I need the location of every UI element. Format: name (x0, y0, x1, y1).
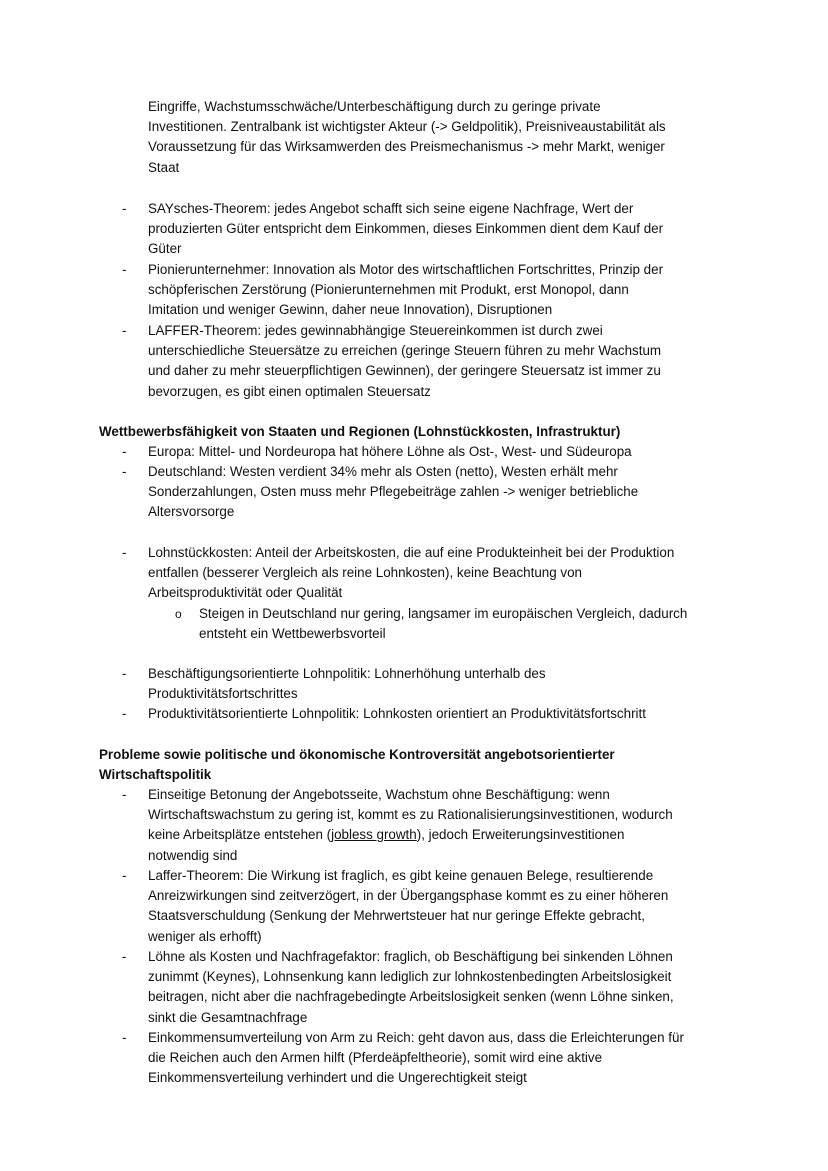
text-line: LAFFER-Theorem: jedes gewinnabhängige Steuereinkommen ist durch zwei (148, 323, 603, 338)
text-line: Staatsverschuldung (Senkung der Mehrwertsteuer hat nur geringe Effekte gebracht, (148, 908, 645, 924)
section-heading-probleme (99, 745, 739, 785)
text-line: Staat (148, 159, 180, 175)
text-line: entsteht ein Wettbewerbsvorteil (199, 626, 386, 642)
text-line: Europa: Mittel- und Nordeuropa hat höhere Löhne als Ost-, West- und Südeuropa (148, 444, 632, 459)
circle-bullet: o (175, 607, 182, 621)
text-line: Pionierunternehmer: Innovation als Motor des wirtschaftlichen Fortschrittes, Prinzip der (148, 262, 664, 277)
text-line: unterschiedliche Steuersätze zu erreichen (geringe Steuern führen zu mehr Wachstum (148, 343, 662, 359)
list-item-text (148, 321, 728, 402)
heading-line: Probleme sowie politische und ökonomische Kontroversität angebotsorientierter (99, 747, 615, 762)
list-item-text (148, 704, 728, 724)
dash-bullet: - (122, 787, 127, 802)
text-line: Investitionen. Zentralbank ist wichtigster Akteur (-> Geldpolitik), Preisniveaustabilität als (148, 119, 666, 135)
text-line (148, 825, 728, 845)
dash-bullet: - (122, 868, 127, 883)
list-item-text (148, 462, 728, 523)
text-line: notwendig sind (148, 847, 238, 863)
list-item-text (148, 947, 728, 1028)
section-heading-wettbewerb: Wettbewerbsfähigkeit von Staaten und Regionen (Lohnstückkosten, Infrastruktur) (99, 424, 621, 439)
text-line: Einkommensumverteilung von Arm zu Reich: geht davon aus, dass die Erleichterungen für (148, 1030, 684, 1045)
text-fragment: ), jedoch Erweiterungsinvestitionen (416, 827, 625, 843)
list-item-text (148, 543, 728, 604)
list-item-text (148, 866, 728, 947)
text-line: Güter (148, 241, 182, 257)
text-line: beitragen, nicht aber die nachfragebedingte Arbeitslosigkeit senken (wenn Löhne sinken, (148, 989, 674, 1005)
text-line: Beschäftigungsorientierte Lohnpolitik: Lohnerhöhung unterhalb des (148, 666, 546, 681)
text-line: weniger als erhofft) (148, 928, 262, 944)
text-line: zunimmt (Keynes), Lohnsenkung kann lediglich zur lohnkostenbedingten Arbeitslosigkeit (148, 969, 672, 985)
text-line: Anreizwirkungen sind zeitverzögert, in der Übergangsphase kommt es zu einer höheren (148, 888, 669, 904)
text-line: Produktivitätsorientierte Lohnpolitik: Lohnkosten orientiert an Produktivitätsfortschritt (148, 706, 646, 721)
text-line: SAYsches-Theorem: jedes Angebot schafft sich seine eigene Nachfrage, Wert der (148, 201, 634, 216)
list-item-text (148, 199, 728, 260)
list-item-text (148, 260, 728, 321)
heading-line: Wirtschaftspolitik (99, 767, 212, 783)
text-line: Lohnstückkosten: Anteil der Arbeitskosten, die auf eine Produkteinheit bei der Produktion (148, 545, 675, 560)
text-line: Produktivitätsfortschrittes (148, 686, 298, 702)
text-line: und daher zu mehr steuerpflichtigen Gewinnen), der geringere Steuersatz ist immer zu (148, 363, 661, 379)
text-line: Sonderzahlungen, Osten muss mehr Pflegebeiträge zahlen -> weniger betriebliche (148, 484, 639, 500)
list-item-text (199, 604, 729, 644)
list-item-text (148, 442, 728, 462)
text-fragment: keine Arbeitsplätze entstehen ( (148, 827, 332, 843)
text-line: Laffer-Theorem: Die Wirkung ist fraglich, es gibt keine genauen Belege, resultierende (148, 868, 654, 883)
dash-bullet: - (122, 949, 127, 964)
dash-bullet: - (122, 666, 127, 681)
underlined-term: jobless growth (331, 827, 417, 843)
text-line: Imitation und weniger Gewinn, daher neue Innovation), Disruptionen (148, 302, 553, 318)
text-line: schöpferischen Zerstörung (Pionierunternehmen mit Produkt, erst Monopol, dann (148, 282, 629, 298)
dash-bullet: - (122, 706, 127, 721)
text-line: Arbeitsproduktivität oder Qualität (148, 585, 343, 601)
dash-bullet: - (122, 444, 127, 459)
text-line: Steigen in Deutschland nur gering, langsamer im europäischen Vergleich, dadurch (199, 606, 688, 621)
intro-paragraph (148, 97, 728, 178)
text-line: Deutschland: Westen verdient 34% mehr als Osten (netto), Westen erhält mehr (148, 464, 618, 479)
dash-bullet: - (122, 201, 127, 216)
text-line: Einseitige Betonung der Angebotsseite, Wachstum ohne Beschäftigung: wenn (148, 787, 610, 802)
text-line: Voraussetzung für das Wirksamwerden des Preismechanismus -> mehr Markt, weniger (148, 139, 665, 155)
list-item-text (148, 1028, 728, 1089)
text-line: sinkt die Gesamtnachfrage (148, 1009, 308, 1025)
dash-bullet: - (122, 262, 127, 277)
text-line: Einkommensverteilung verhindert und die Ungerechtigkeit steigt (148, 1070, 527, 1086)
dash-bullet: - (122, 464, 127, 479)
list-item-text (148, 785, 728, 866)
text-line: bevorzugen, es gibt einen optimalen Steuersatz (148, 383, 431, 399)
text-line: entfallen (besserer Vergleich als reine Lohnkosten), keine Beachtung von (148, 565, 582, 581)
text-line: Wirtschaftswachstum zu gering ist, kommt es zu Rationalisierungsinvestitionen, wodurch (148, 807, 673, 823)
text-line: Altersvorsorge (148, 504, 235, 520)
dash-bullet: - (122, 545, 127, 560)
dash-bullet: - (122, 323, 127, 338)
text-line: die Reichen auch den Armen hilft (Pferdeäpfeltheorie), somit wird eine aktive (148, 1050, 603, 1066)
text-line: Eingriffe, Wachstumsschwäche/Unterbeschäftigung durch zu geringe private (148, 99, 601, 114)
text-line: produzierten Güter entspricht dem Einkommen, dieses Einkommen dient dem Kauf der (148, 221, 664, 237)
list-item-text (148, 664, 728, 704)
dash-bullet: - (122, 1030, 127, 1045)
text-line: Löhne als Kosten und Nachfragefaktor: fraglich, ob Beschäftigung bei sinkenden Löhnen (148, 949, 673, 964)
